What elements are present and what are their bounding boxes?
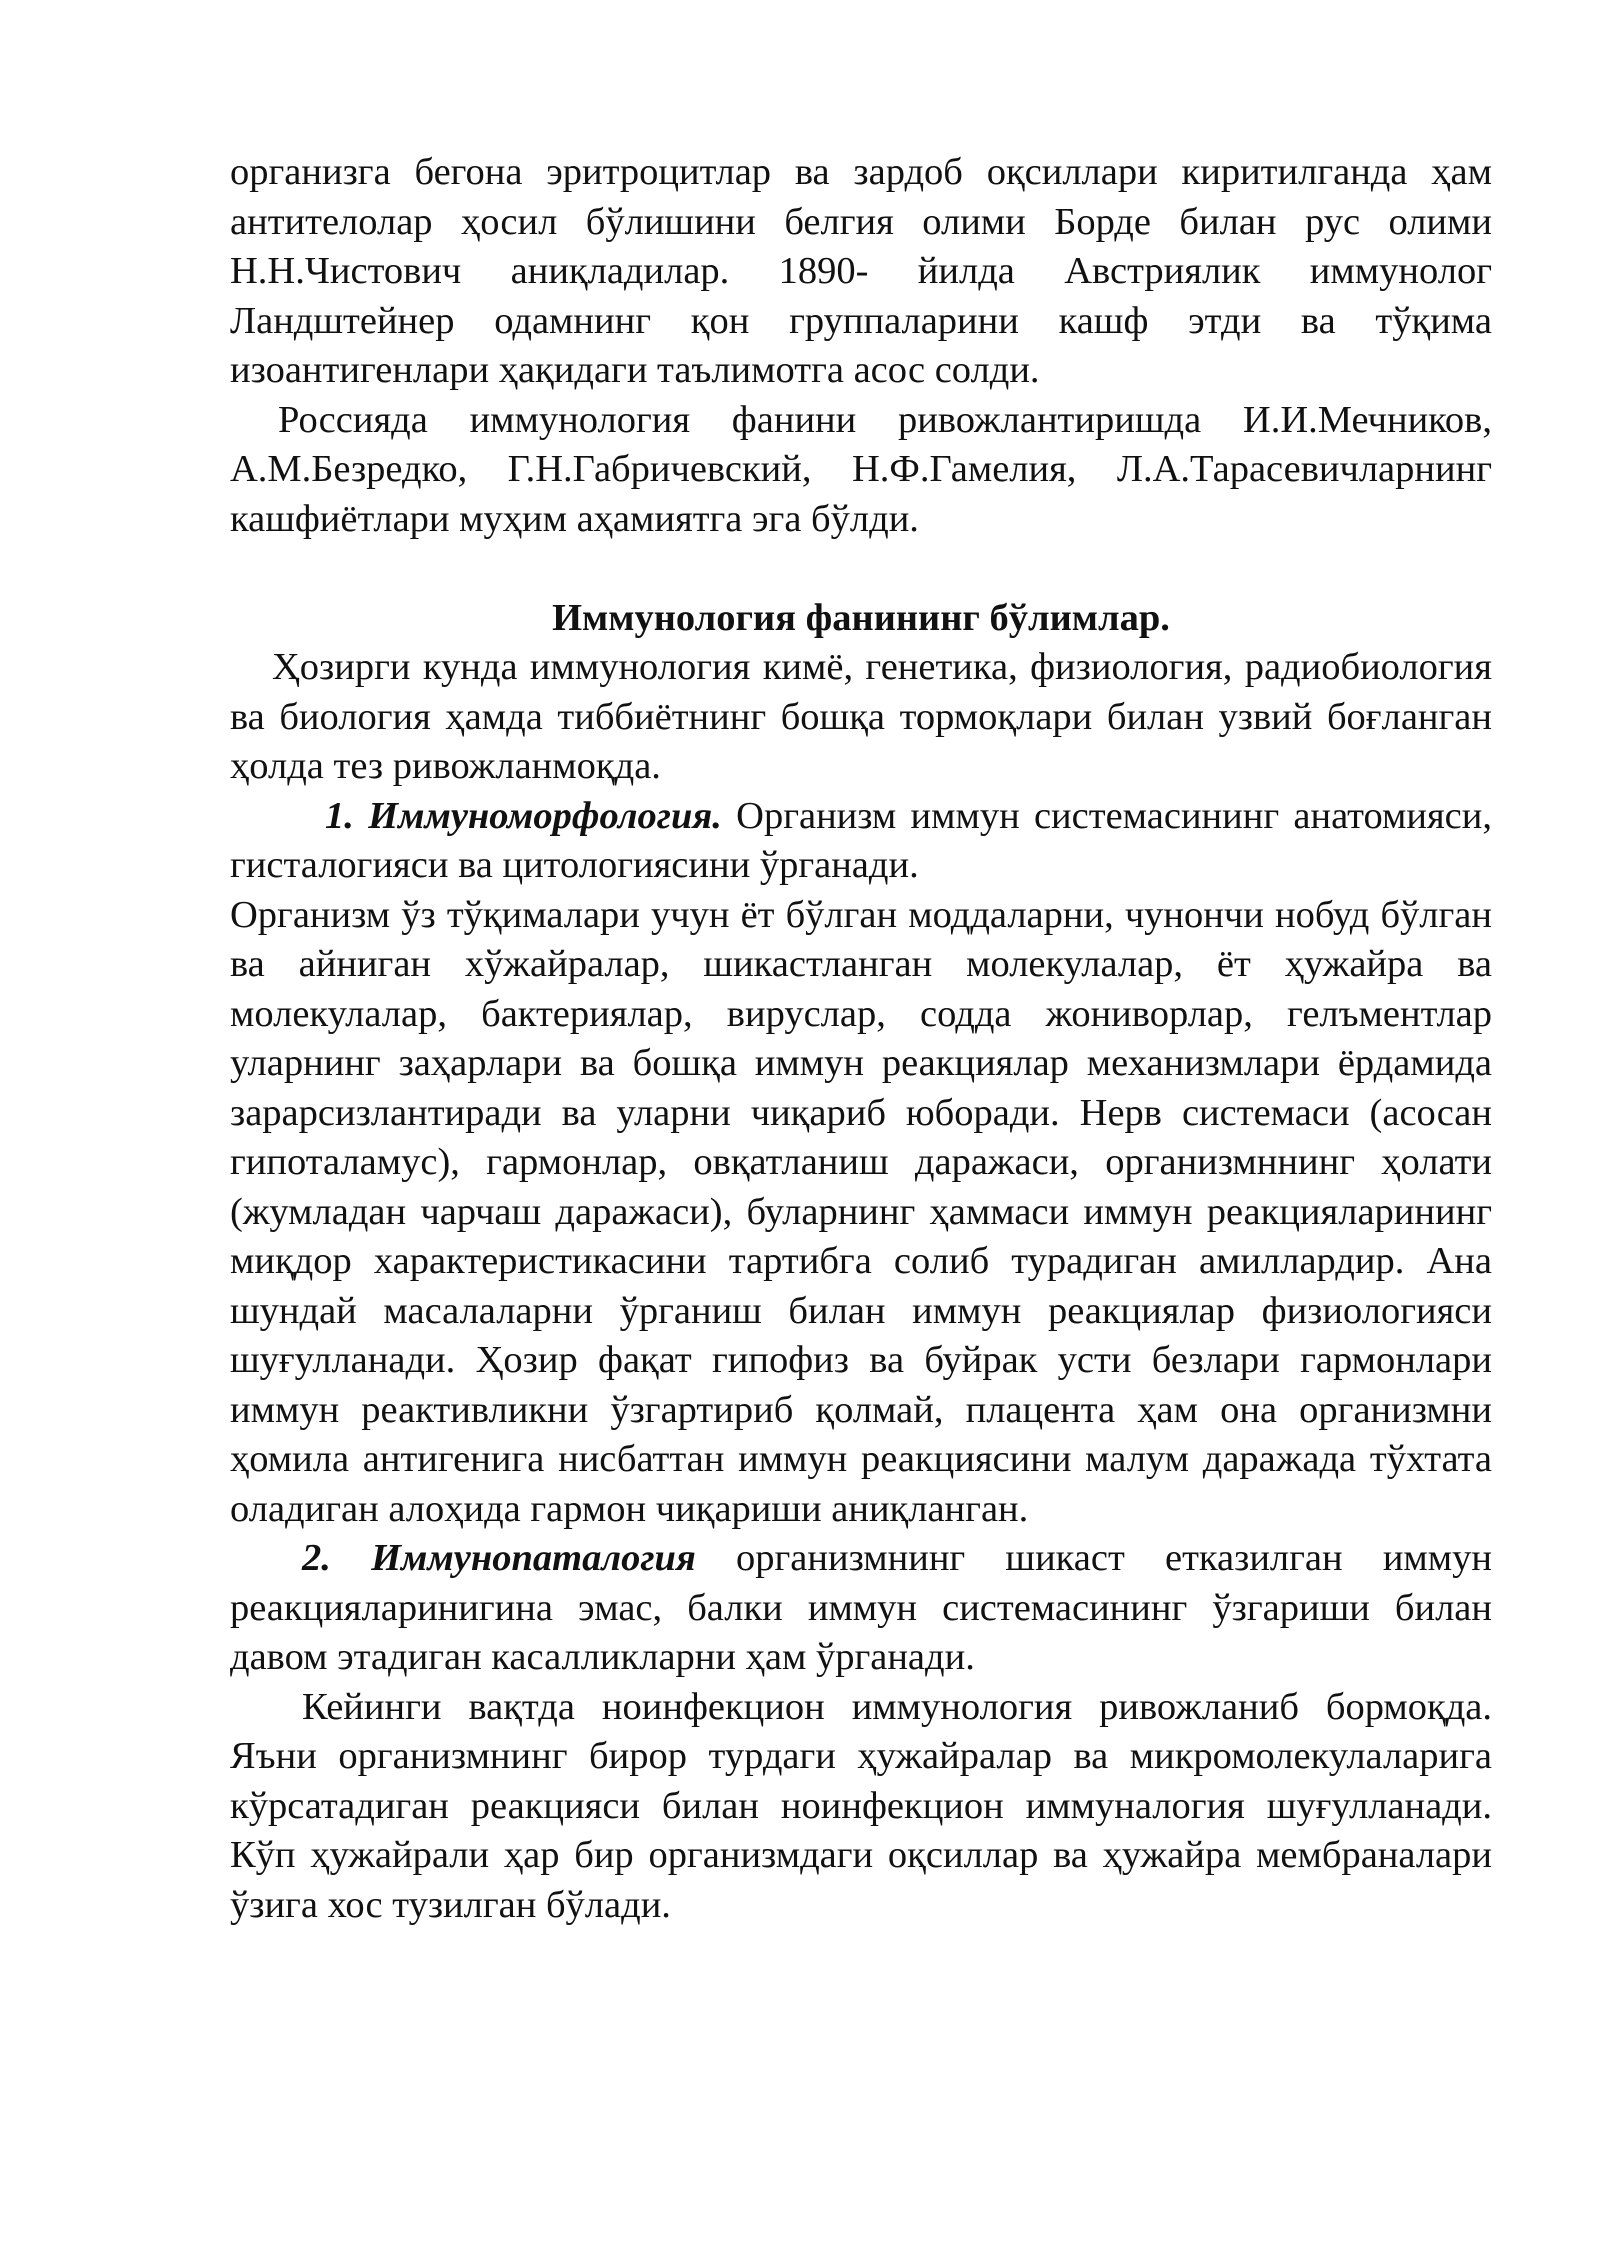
paragraph-immunopathology: [230, 1534, 1492, 1683]
section-title: Иммунология фанининг бўлимлар.: [552, 596, 1170, 639]
immunopathology-heading: 2. Иммунопаталогия: [302, 1537, 696, 1579]
paragraph-current-state: Ҳозирги кунда иммунология кимё, генетика, физиология, радиобиология ва биология ҳамда тиббиётнинг бошқа тормоқлари билан узвий боғланган ҳолда тез ривожланмоқда.: [230, 646, 1492, 787]
immunopathology-text: организмнинг шикаст етказилган иммун реакцияларинигина эмас, балки иммун системасининг ўзгариши билан давом этадиган касалликларни ҳам ўрганади.: [230, 1537, 1493, 1678]
paragraph-immunomorphology: [230, 792, 1492, 891]
immunomorphology-heading: 1. Иммуноморфология.: [325, 794, 722, 837]
immunomorphology-text: Организм иммун системасининг анатомияси, гисталогияси ва цитологиясини ўрганади.: [230, 794, 1492, 886]
document-page: [230, 148, 1492, 1930]
paragraph-noninfectious-immunology: Кейинги вақтда ноинфекцион иммунология ривожланиб бормоқда. Яъни организмнинг бирор турдаги ҳужайралар ва микромолекулаларига кўрсатадиган реакцияси билан ноинфекцион иммуналогия шуғулланади. Кўп ҳужайрали ҳар бир организмдаги оқсиллар ва ҳужайра мембраналари ўзига хос тузилган бўлади.: [230, 1685, 1492, 1926]
paragraph-history-antibodies: организга бегона эритроцитлар ва зардоб оқсиллари киритилганда ҳам антителолар ҳосил бўлишини белгия олими Борде билан рус олими Н.Н.Чистович аниқладилар. 1890- йилда Австриялик иммунолог Ландштейнер одамнинг қон группаларини кашф этди ва тўқима изоантигенлари ҳақидаги таълимотга асос солди.: [230, 151, 1492, 391]
paragraph-russian-scientists: Россияда иммунология фанини ривожлантиришда И.И.Мечников, А.М.Безредко, Г.Н.Габричевский, Н.Ф.Гамелия, Л.А.Тарасевичларнинг кашфиётлари муҳим аҳамиятга эга бўлди.: [230, 398, 1492, 540]
paragraph-immune-physiology: Организм ўз тўқималари учун ёт бўлган моддаларни, чунончи нобуд бўлган ва айниган хўжайралар, шикастланган молекулалар, ёт ҳужайра ва молекулалар, бактериялар, вируслар, содда жониворлар, гелъментлар уларнинг заҳарлари ва бошқа иммун реакциялар механизмлари ёрдамида зарарсизлантиради ва уларни чиқариб юборади. Нерв системаси (асосан гипоталамус), гармонлар, овқатланиш даражаси, организмннинг ҳолати (жумладан чарчаш даражаси), буларнинг ҳаммаси иммун реакцияларининг миқдор характеристикасини тартибга солиб турадиган амиллардир. Ана шундай масалаларни ўрганиш билан иммун реакциялар физиологияси шуғулланади. Ҳозир фақат гипофиз ва буйрак усти безлари гармонлари иммун реактивликни ўзгартириб қолмай, плацента ҳам она организмни ҳомила антигенига нисбаттан иммун реакциясини малум даражада тўхтата оладиган алоҳида гармон чиқариши аниқланган.: [230, 893, 1492, 1530]
